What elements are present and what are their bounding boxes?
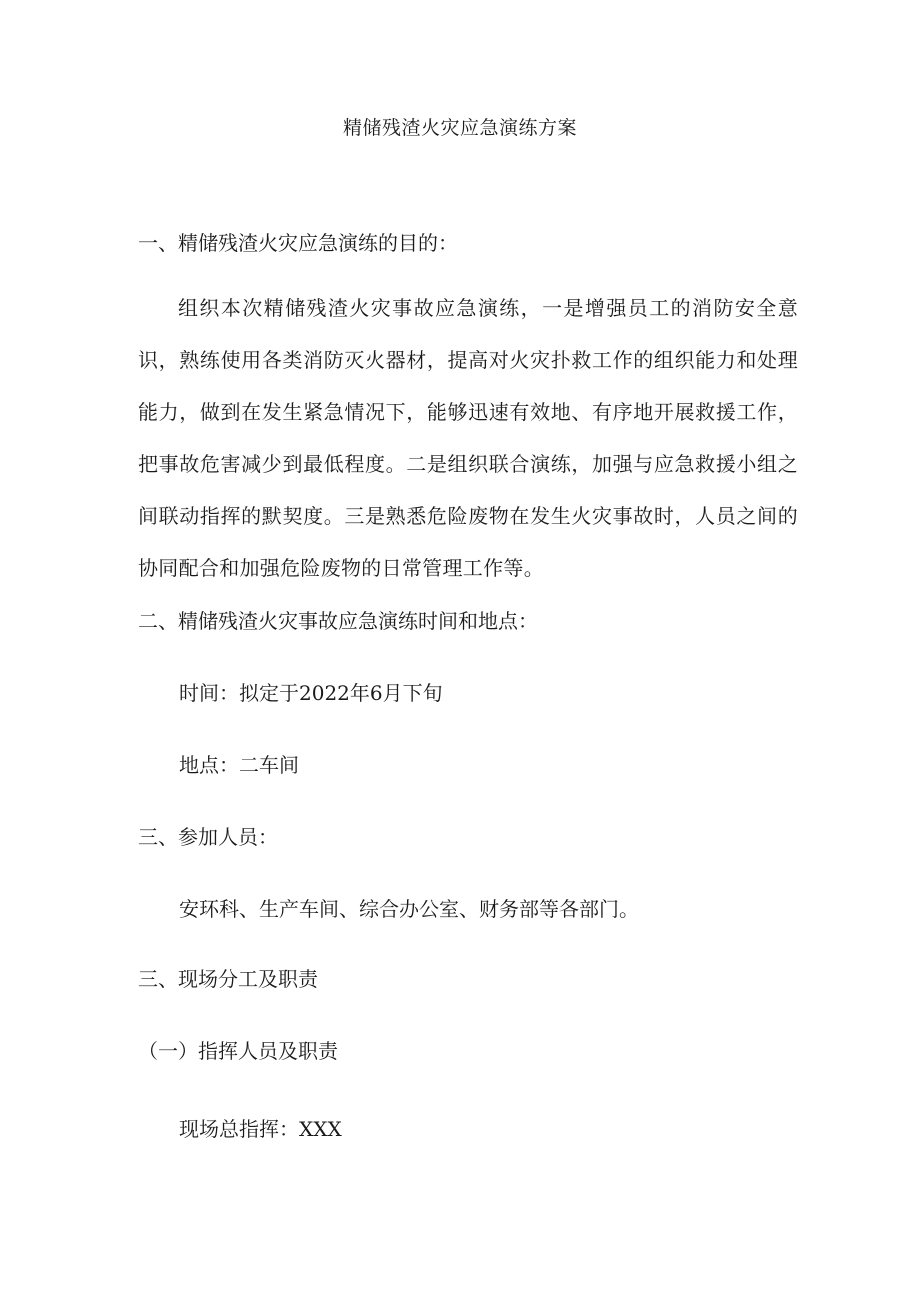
section-heading-duties: 三、现场分工及职责 xyxy=(138,967,318,991)
participants-list: 安环科、生产车间、综合办公室、财务部等各部门。 xyxy=(179,897,639,921)
section-heading-time-place: 二、精储残渣火灾事故应急演练时间和地点： xyxy=(138,609,538,633)
subsection-heading-commanders: （一）指挥人员及职责 xyxy=(138,1039,338,1063)
document-title: 精储残渣火灾应急演练方案 xyxy=(342,117,577,139)
purpose-paragraph: 组织本次精储残渣火灾事故应急演练，一是增强员工的消防安全意识，熟练使用各类消防灭火器材，提高对火灾扑救工作的组织能力和处理能力，做到在发生紧急情况下，能够迅速有效地、有序地开展救援工作，把事故危害减少到最低程度。二是组织联合演练，加强与应急救援小组之间联动指挥的默契度。三是熟悉危险废物在发生火灾事故时，人员之间的协同配合和加强危险废物的日常管理工作等。 xyxy=(138,296,798,580)
drill-place: 地点：二车间 xyxy=(179,753,299,777)
section-heading-purpose: 一、精储残渣火灾应急演练的目的： xyxy=(138,231,458,255)
chief-commander: 现场总指挥：XXX xyxy=(179,1117,342,1141)
drill-time: 时间：拟定于2022年6月下旬 xyxy=(179,681,443,705)
section-heading-participants: 三、参加人员： xyxy=(138,825,278,849)
